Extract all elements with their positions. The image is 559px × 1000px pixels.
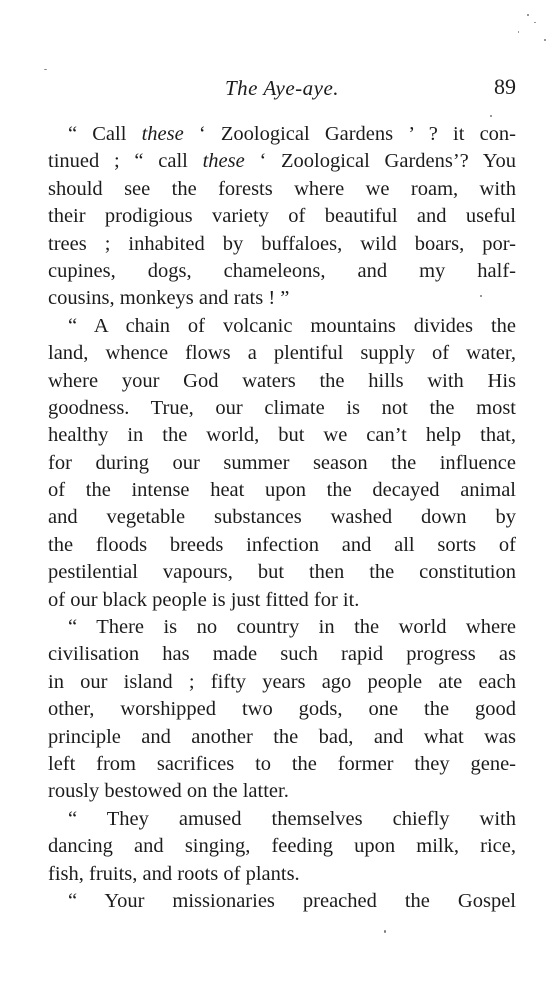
scan-speck [544, 39, 546, 41]
text-line [48, 587, 516, 614]
text-span: left from sacrifices to the former they gene- [48, 752, 516, 775]
scan-speck [534, 22, 536, 23]
running-head [48, 74, 516, 104]
text-line [48, 422, 516, 449]
text-line [48, 395, 516, 422]
text-span: pestilential vapours, but then the constitution [48, 561, 516, 584]
text-line [48, 641, 516, 668]
text-line [48, 258, 516, 285]
text-span: the floods breeds infection and all sorts of [48, 533, 516, 556]
text-span: their prodigious variety of beautiful and useful [48, 205, 516, 228]
text-line [48, 614, 516, 641]
text-line [48, 888, 516, 915]
text-span: tinued ; “ call [48, 150, 203, 173]
text-line [48, 285, 516, 312]
text-line [48, 833, 516, 860]
page-number: 89 [494, 74, 516, 99]
text-span: civilisation has made such rapid progress as [48, 643, 516, 666]
text-line [48, 231, 516, 258]
text-span: goodness. True, our climate is not the most [48, 396, 516, 419]
text-span: “ A chain of volcanic mountains divides the [68, 314, 516, 337]
text-line [48, 368, 516, 395]
text-line [48, 724, 516, 751]
text-span: should see the forests where we roam, with [48, 177, 516, 200]
text-line [48, 450, 516, 477]
text-span: for during our summer season the influence [48, 451, 516, 474]
text-span: cupines, dogs, chameleons, and my half- [48, 259, 516, 282]
scan-speck [480, 295, 482, 297]
text-span: of the intense heat upon the decayed animal [48, 479, 516, 502]
italic-text: these [141, 123, 184, 145]
text-span: in our island ; fifty years ago people ate each [48, 670, 516, 693]
text-line [48, 313, 516, 340]
text-span: where your God waters the hills with His [48, 369, 516, 392]
text-span: principle and another the bad, and what was [48, 725, 516, 748]
text-line [48, 696, 516, 723]
italic-text: these [202, 150, 245, 173]
text-line [48, 176, 516, 203]
text-span: and vegetable substances washed down by [48, 506, 516, 529]
scan-speck [384, 930, 386, 933]
text-line [48, 806, 516, 833]
scan-speck [518, 31, 519, 33]
text-span: rously bestowed on the latter. [48, 780, 289, 803]
text-span: fish, fruits, and roots of plants. [48, 862, 300, 885]
text-span: “ There is no country in the world where [68, 616, 516, 639]
text-line [48, 669, 516, 696]
text-span: of our black people is just fitted for it. [48, 588, 360, 611]
text-line [48, 751, 516, 778]
text-span: healthy in the world, but we can’t help that, [48, 424, 516, 447]
text-span: ‘ Zoological Gardens’? You [244, 150, 517, 173]
text-span: cousins, monkeys and rats ! ” [48, 287, 290, 310]
running-title: The Aye-aye. [224, 76, 340, 100]
body-text [48, 121, 516, 915]
text-line [48, 778, 516, 805]
scan-speck [527, 14, 529, 16]
text-span: trees ; inhabited by buffaloes, wild boars, por- [48, 232, 516, 255]
text-line [48, 203, 516, 230]
text-span: land, whence flows a plentiful supply of water, [48, 342, 516, 365]
text-line [48, 861, 516, 888]
scan-speck [490, 115, 492, 117]
text-line [48, 148, 516, 175]
text-span: ‘ Zoological Gardens ’ ? it con- [183, 123, 516, 145]
text-span: “ They amused themselves chiefly with [68, 807, 516, 830]
text-line [48, 121, 516, 148]
scan-speck [44, 69, 47, 70]
text-span: “ Your missionaries preached the Gospel [68, 889, 516, 912]
text-line [48, 477, 516, 504]
text-span: other, worshipped two gods, one the good [48, 698, 516, 721]
text-line [48, 559, 516, 586]
text-span: “ Call [68, 123, 142, 145]
text-line [48, 504, 516, 531]
text-line [48, 532, 516, 559]
text-span: dancing and singing, feeding upon milk, rice, [48, 835, 516, 858]
text-line [48, 340, 516, 367]
